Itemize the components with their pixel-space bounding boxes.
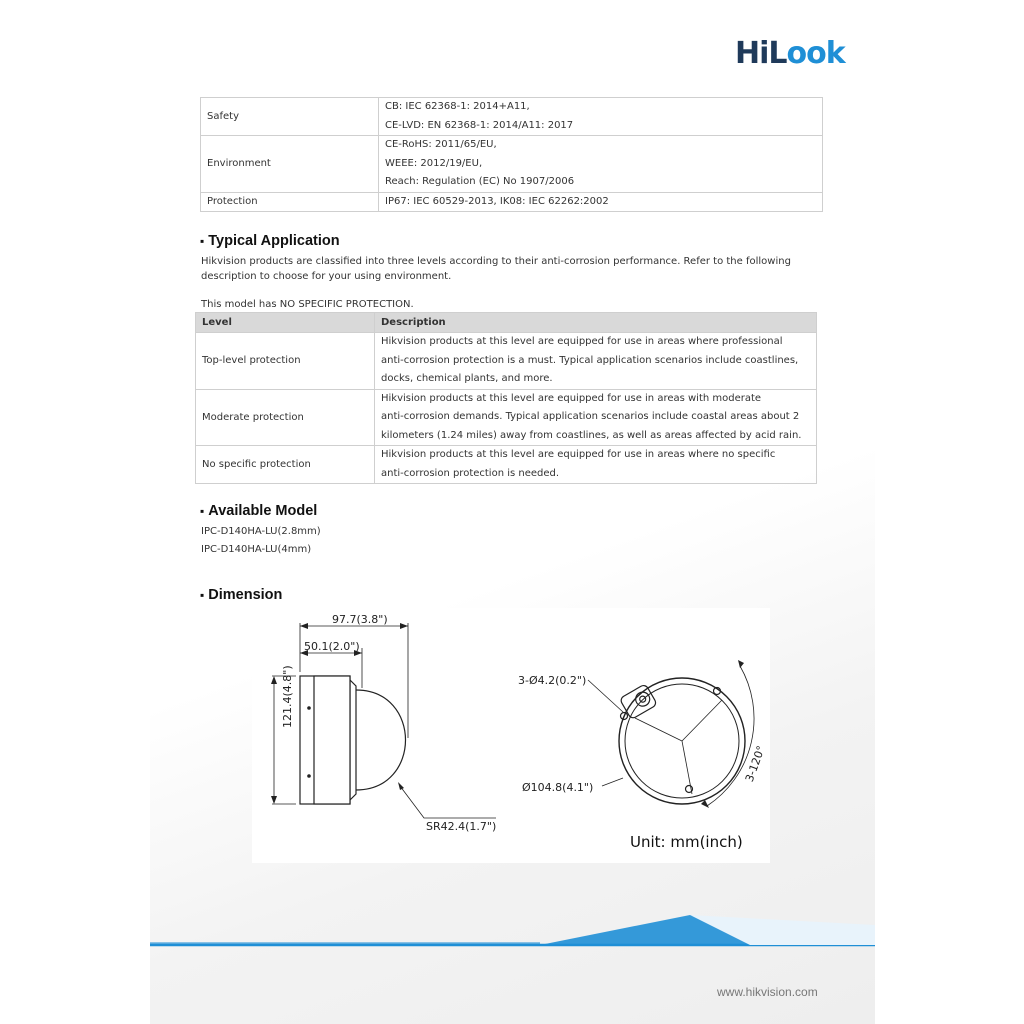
dimension-drawing-svg (252, 608, 770, 863)
level-description: Hikvision products at this level are equipped for use in areas where professional anti-corrosion protection is a must. Typical application scenarios include coastlines, docks, chemical plants, and more. (375, 333, 817, 390)
table-row (196, 333, 817, 390)
bottom-view (588, 660, 754, 808)
section-title-dimension: ▪ Dimension (200, 587, 283, 603)
spec-value: IP67: IEC 60529-2013, IK08: IEC 62262:2002 (379, 192, 823, 212)
dimension-drawing (252, 608, 770, 863)
total-width-label: 97.7(3.8") (332, 613, 388, 626)
camera-body-mid (314, 676, 350, 804)
holes-label: 3-Ø4.2(0.2") (518, 674, 587, 687)
level-name: Top-level protection (196, 333, 375, 390)
spec-key: Safety (201, 98, 379, 136)
header-description: Description (375, 313, 817, 333)
model-list (201, 523, 321, 559)
holes-leader-line (588, 680, 623, 712)
arrow-icon (701, 660, 744, 808)
table-header-row (196, 313, 817, 333)
spec-table (200, 97, 823, 212)
header-level: Level (196, 313, 375, 333)
mount-spoke (682, 700, 722, 741)
list-item: IPC-D140HA-LU(2.8mm) (201, 526, 321, 537)
dome-cover (356, 690, 406, 790)
list-item: IPC-D140HA-LU(4mm) (201, 544, 312, 555)
bullet-icon: ▪ (200, 588, 205, 602)
level-name: No specific protection (196, 446, 375, 484)
unit-label: Unit: mm(inch) (630, 833, 743, 851)
radius-leader-line (400, 786, 496, 818)
table-row (201, 98, 823, 136)
diameter-leader-line (602, 778, 623, 786)
screw-icon (308, 775, 310, 777)
spec-key: Environment (201, 136, 379, 193)
hilook-logo: HiLook (735, 36, 845, 71)
spec-value: CE-RoHS: 2011/65/EU, WEEE: 2012/19/EU, Reach: Regulation (EC) No 1907/2006 (379, 136, 823, 193)
table-row (196, 446, 817, 484)
table-row (196, 389, 817, 446)
level-description: Hikvision products at this level are equipped for use in areas with moderate anti-corrosion demands. Typical application scenarios include coastal areas about 2 kilometers (1.24 miles) away from coastlines, as well as areas affected by acid rain. (375, 389, 817, 446)
spec-value: CB: IEC 62368-1: 2014+A11, CE-LVD: EN 62368-1: 2014/A11: 2017 (379, 98, 823, 136)
footer-accent-line (150, 900, 875, 950)
model-note: This model has NO SPECIFIC PROTECTION. (201, 299, 414, 310)
diameter-label: Ø104.8(4.1") (522, 781, 594, 794)
section-title-available-model: ▪ Available Model (200, 503, 318, 519)
bullet-icon: ▪ (200, 234, 205, 248)
level-description: Hikvision products at this level are equipped for use in areas where no specific anti-corrosion protection is needed. (375, 446, 817, 484)
table-row (201, 136, 823, 193)
mount-spoke (635, 718, 682, 741)
angle-label: 3-120° (742, 744, 768, 784)
protection-levels-table (195, 312, 817, 484)
level-name: Moderate protection (196, 389, 375, 446)
footer-url: www.hikvision.com (717, 985, 818, 999)
bullet-icon: ▪ (200, 504, 205, 518)
table-row (201, 192, 823, 212)
screw-icon (308, 707, 310, 709)
body-width-label: 50.1(2.0") (304, 640, 360, 653)
arrow-icon (398, 782, 404, 790)
intro-paragraph: Hikvision products are classified into three levels according to their anti-corrosion performance. Refer to the following description to choose for your using environment. (201, 256, 791, 282)
height-label: 121.4(4.8") (281, 665, 294, 728)
dome-radius-label: SR42.4(1.7") (426, 820, 497, 833)
camera-trim-ring (350, 680, 356, 800)
section-title-typical-application: ▪ Typical Application (200, 233, 340, 249)
spec-key: Protection (201, 192, 379, 212)
